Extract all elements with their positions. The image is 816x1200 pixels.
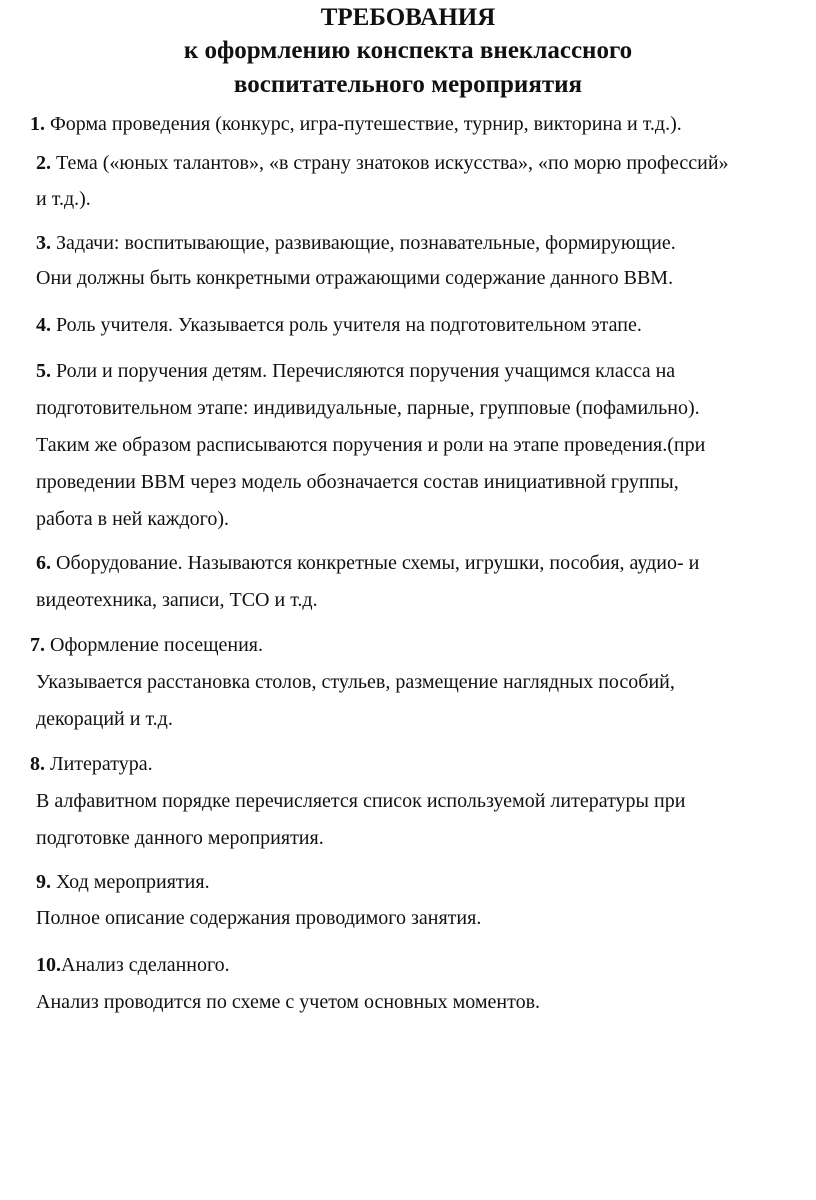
- item-8-text: Литература.: [50, 753, 153, 775]
- item-8-line-3: подготовке данного мероприятия.: [36, 827, 324, 849]
- item-9-number: 9.: [36, 871, 51, 893]
- item-7-line-2: Указывается расстановка столов, стульев, размещение наглядных пособий,: [36, 671, 675, 693]
- item-1-line-1: [30, 112, 682, 136]
- item-3-number: 3.: [36, 232, 51, 254]
- item-10-line-2: Анализ проводится по схеме с учетом основных моментов.: [36, 991, 541, 1013]
- item-6-line-2: видеотехника, записи, ТСО и т.д.: [36, 589, 318, 611]
- item-3-text: Задачи: воспитывающие, развивающие, познавательные, формирующие.: [56, 232, 676, 254]
- item-5-line-4: проведении ВВМ через модель обозначается состав инициативной группы,: [36, 471, 679, 493]
- item-4-text: Роль учителя. Указывается роль учителя на подготовительном этапе.: [56, 314, 642, 336]
- item-4-number: 4.: [36, 314, 51, 336]
- item-2-text: Тема («юных талантов», «в страну знатоков искусства», «по морю профессий»: [56, 152, 729, 174]
- item-1-number: 1.: [30, 113, 45, 135]
- item-9-line-1: [36, 870, 210, 894]
- item-5-text: Роли и поручения детям. Перечисляются поручения учащимся класса на: [56, 360, 676, 382]
- item-10-number: 10.: [36, 954, 61, 976]
- title-subtitle-1: к оформлению конспекта внеклассного: [183, 37, 633, 64]
- item-8-line-1: [30, 752, 153, 776]
- item-5-line-2: подготовительном этапе: индивидуальные, парные, групповые (пофамильно).: [36, 397, 700, 419]
- item-3-line-2: Они должны быть конкретными отражающими содержание данного ВВМ.: [36, 267, 674, 289]
- item-8-line-2: В алфавитном порядке перечисляется список используемой литературы при: [36, 790, 686, 812]
- item-10-line-1: [36, 953, 230, 977]
- item-8-number: 8.: [30, 753, 45, 775]
- item-6-text: Оборудование. Называются конкретные схемы, игрушки, пособия, аудио- и: [56, 552, 700, 574]
- item-5-line-1: [36, 359, 675, 383]
- item-9-text: Ход мероприятия.: [56, 871, 210, 893]
- item-9-line-2: Полное описание содержания проводимого занятия.: [36, 907, 482, 929]
- item-7-line-3: декораций и т.д.: [36, 708, 173, 730]
- title-subtitle-2: воспитательного мероприятия: [233, 71, 583, 98]
- item-10-text: Анализ сделанного.: [61, 954, 230, 976]
- title-main: ТРЕБОВАНИЯ: [320, 4, 496, 31]
- item-6-number: 6.: [36, 552, 51, 574]
- item-5-number: 5.: [36, 360, 51, 382]
- item-2-number: 2.: [36, 152, 51, 174]
- item-6-line-1: [36, 551, 699, 575]
- item-7-number: 7.: [30, 634, 45, 656]
- item-5-line-3: Таким же образом расписываются поручения и роли на этапе проведения.(при: [36, 434, 706, 456]
- item-1-text: Форма проведения (конкурс, игра-путешествие, турнир, викторина и т.д.).: [50, 113, 682, 135]
- item-4-line-1: [36, 313, 642, 337]
- item-7-line-1: [30, 633, 263, 657]
- item-5-line-5: работа в ней каждого).: [36, 508, 230, 530]
- item-3-line-1: [36, 231, 676, 255]
- item-2-line-2: и т.д.).: [36, 188, 91, 210]
- item-7-text: Оформление посещения.: [50, 634, 263, 656]
- item-2-line-1: [36, 151, 729, 175]
